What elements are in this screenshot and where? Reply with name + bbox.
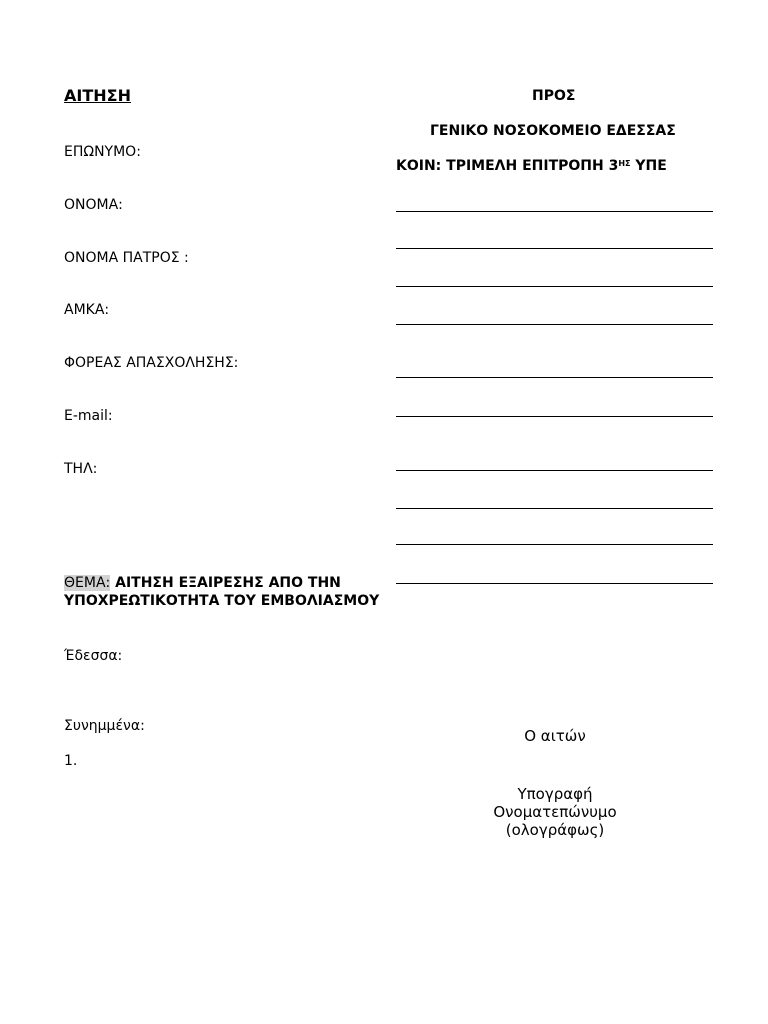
text-line-4	[396, 324, 713, 325]
place-label: Έδεσσα:	[64, 648, 123, 664]
recipient-name: ΓΕΝΙΚΟ ΝΟΣΟΚΟΜΕΙΟ ΕΔΕΣΣΑΣ	[430, 123, 676, 139]
cc-prefix: ΚΟΙΝ: ΤΡΙΜΕΛΗ ΕΠΙΤΡΟΠΗ 3	[396, 158, 619, 174]
text-line-10	[396, 583, 713, 584]
full-name-label: Ονοματεπώνυμο	[493, 803, 617, 821]
text-line-8	[396, 508, 713, 509]
attachment-item-1: 1.	[64, 753, 78, 769]
field-father-name: ΟΝΟΜΑ ΠΑΤΡΟΣ :	[64, 250, 189, 266]
signature-label: Υπογραφή	[517, 785, 593, 803]
text-line-3	[396, 286, 713, 287]
field-employer: ΦΟΡΕΑΣ ΑΠΑΣΧΟΛΗΣΗΣ:	[64, 355, 239, 371]
applicant-label: Ο αιτών	[524, 727, 586, 745]
to-label: ΠΡΟΣ	[532, 88, 576, 104]
document-title: ΑΙΤΗΣΗ	[64, 86, 131, 105]
subject-text: ΑΙΤΗΣΗ ΕΞΑΙΡΕΣΗΣ ΑΠΟ ΤΗΝ ΥΠΟΧΡΕΩΤΙΚΟΤΗΤΑ ΤΟΥ ΕΜΒΟΛΙΑΣΜΟΥ	[64, 575, 380, 609]
subject-block	[64, 574, 384, 610]
field-surname: ΕΠΩΝΥΜΟ:	[64, 144, 141, 160]
field-amka: ΑΜΚΑ:	[64, 302, 110, 318]
handwritten-note: (ολογράφως)	[505, 821, 605, 839]
attachments-label: Συνημμένα:	[64, 718, 145, 734]
text-line-9	[396, 544, 713, 545]
cc-suffix: ΥΠΕ	[630, 158, 667, 174]
text-line-6	[396, 416, 713, 417]
text-line-7	[396, 470, 713, 471]
subject-label: ΘΕΜΑ:	[64, 575, 111, 591]
cc-line	[396, 158, 667, 174]
field-first-name: ΟΝΟΜΑ:	[64, 197, 123, 213]
text-line-1	[396, 211, 713, 212]
text-line-5	[396, 377, 713, 378]
field-email: E-mail:	[64, 408, 113, 424]
field-phone: ΤΗΛ:	[64, 461, 98, 477]
cc-superscript: ΗΣ	[618, 159, 631, 168]
text-line-2	[396, 248, 713, 249]
